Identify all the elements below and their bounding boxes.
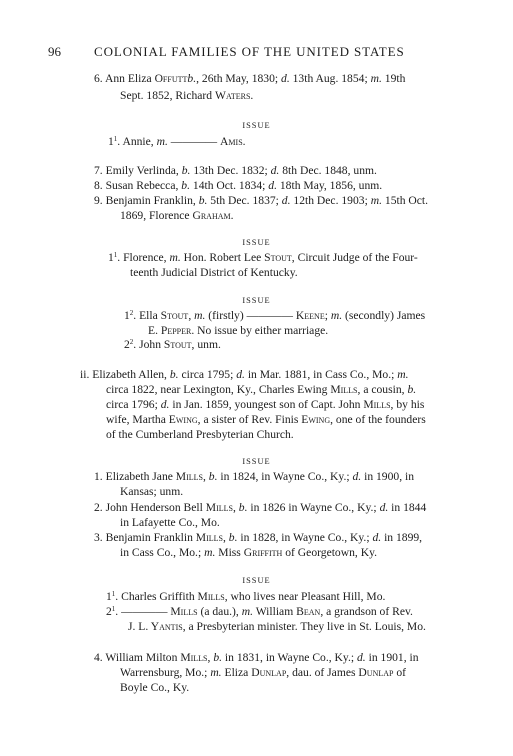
entry-william-milton-mills-line3: Boyle Co., Ky. — [120, 681, 190, 694]
entry-ann-eliza-offutt: 6. Ann Eliza Offuttb., 26th May, 1830; d. 13th Aug. 1854; m. 19th — [94, 72, 406, 85]
entry-emily-verlinda: 7. Emily Verlinda, b. 13th Dec. 1832; d. 8th Dec. 1848, unm. — [94, 164, 377, 177]
entry-ella-stout-cont: E. Pepper. No issue by either marriage. — [148, 324, 329, 337]
issue-heading: ISSUE — [242, 238, 271, 247]
issue-heading: ISSUE — [242, 121, 271, 130]
entry-william-milton-mills-line2: Warrensburg, Mo.; m. Eliza Dunlap, dau. of James Dunlap of — [120, 666, 407, 679]
entry-susan-rebecca: 8. Susan Rebecca, b. 14th Oct. 1834; d. 18th May, 1856, unm. — [94, 179, 383, 192]
entry-benjamin-franklin: 9. Benjamin Franklin, b. 5th Dec. 1837; d. 12th Dec. 1903; m. 15th Oct. — [94, 194, 429, 207]
entry-benjamin-franklin-mills-cont: in Cass Co., Mo.; m. Miss Griffith of Georgetown, Ky. — [120, 546, 378, 559]
entry-mills-daughter-cont: J. L. Yantis, a Presbyterian minister. They live in St. Louis, Mo. — [128, 620, 426, 633]
entry-john-stout: $2^2$. John Stout, unm. — [124, 338, 221, 351]
entry-mills-daughter: $2^1$. ———— Mills (a dau.), m. William Bean, a grandson of Rev. — [106, 605, 413, 618]
entry-florence: $1^1$. Florence, m. Hon. Robert Lee Stout, Circuit Judge of the Four- — [108, 251, 418, 264]
entry-john-henderson-mills-cont: in Lafayette Co., Mo. — [120, 516, 220, 529]
issue-heading: ISSUE — [242, 296, 271, 305]
entry-elizabeth-allen-line3: circa 1796; d. in Jan. 1859, youngest son of Capt. John Mills, by his — [106, 398, 425, 411]
entry-elizabeth-jane-mills-cont: Kansas; unm. — [120, 485, 184, 498]
entry-john-henderson-mills: 2. John Henderson Bell Mills, b. in 1826 in Wayne Co., Ky.; d. in 1844 — [94, 501, 427, 514]
issue-heading: ISSUE — [242, 457, 271, 466]
entry-elizabeth-allen-line2: circa 1822, near Lexington, Ky., Charles Ewing Mills, a cousin, b. — [106, 383, 417, 396]
entry-benjamin-franklin-mills: 3. Benjamin Franklin Mills, b. in 1828, in Wayne Co., Ky.; d. in 1899, — [94, 531, 423, 544]
entry-elizabeth-allen-line5: of the Cumberland Presbyterian Church. — [106, 428, 294, 441]
entry-elizabeth-allen-line4: wife, Martha Ewing, a sister of Rev. Finis Ewing, one of the founders — [106, 413, 426, 426]
entry-florence-cont: teenth Judicial District of Kentucky. — [130, 266, 298, 279]
entry-benjamin-franklin-cont: 1869, Florence Graham. — [120, 209, 234, 222]
entry-ann-eliza-offutt-cont: Sept. 1852, Richard Waters. — [120, 89, 254, 102]
page-number: 96 — [48, 44, 61, 59]
running-title: COLONIAL FAMILIES OF THE UNITED STATES — [94, 44, 405, 59]
entry-ella-stout: $1^2$. Ella Stout, m. (firstly) ———— Keene; m. (secondly) James — [124, 309, 426, 322]
entry-elizabeth-jane-mills: 1. Elizabeth Jane Mills, b. in 1824, in Wayne Co., Ky.; d. in 1900, in — [94, 470, 415, 483]
issue-heading: ISSUE — [242, 576, 271, 585]
entry-annie-amis: $1^1$. Annie, m. ———— Amis. — [108, 135, 246, 148]
entry-william-milton-mills: 4. William Milton Mills, b. in 1831, in Wayne Co., Ky.; d. in 1901, in — [94, 651, 419, 664]
entry-charles-griffith-mills: $1^1$. Charles Griffith Mills, who lives near Pleasant Hill, Mo. — [106, 590, 386, 603]
entry-elizabeth-allen: ii. Elizabeth Allen, b. circa 1795; d. in Mar. 1881, in Cass Co., Mo.; m. — [80, 368, 409, 381]
